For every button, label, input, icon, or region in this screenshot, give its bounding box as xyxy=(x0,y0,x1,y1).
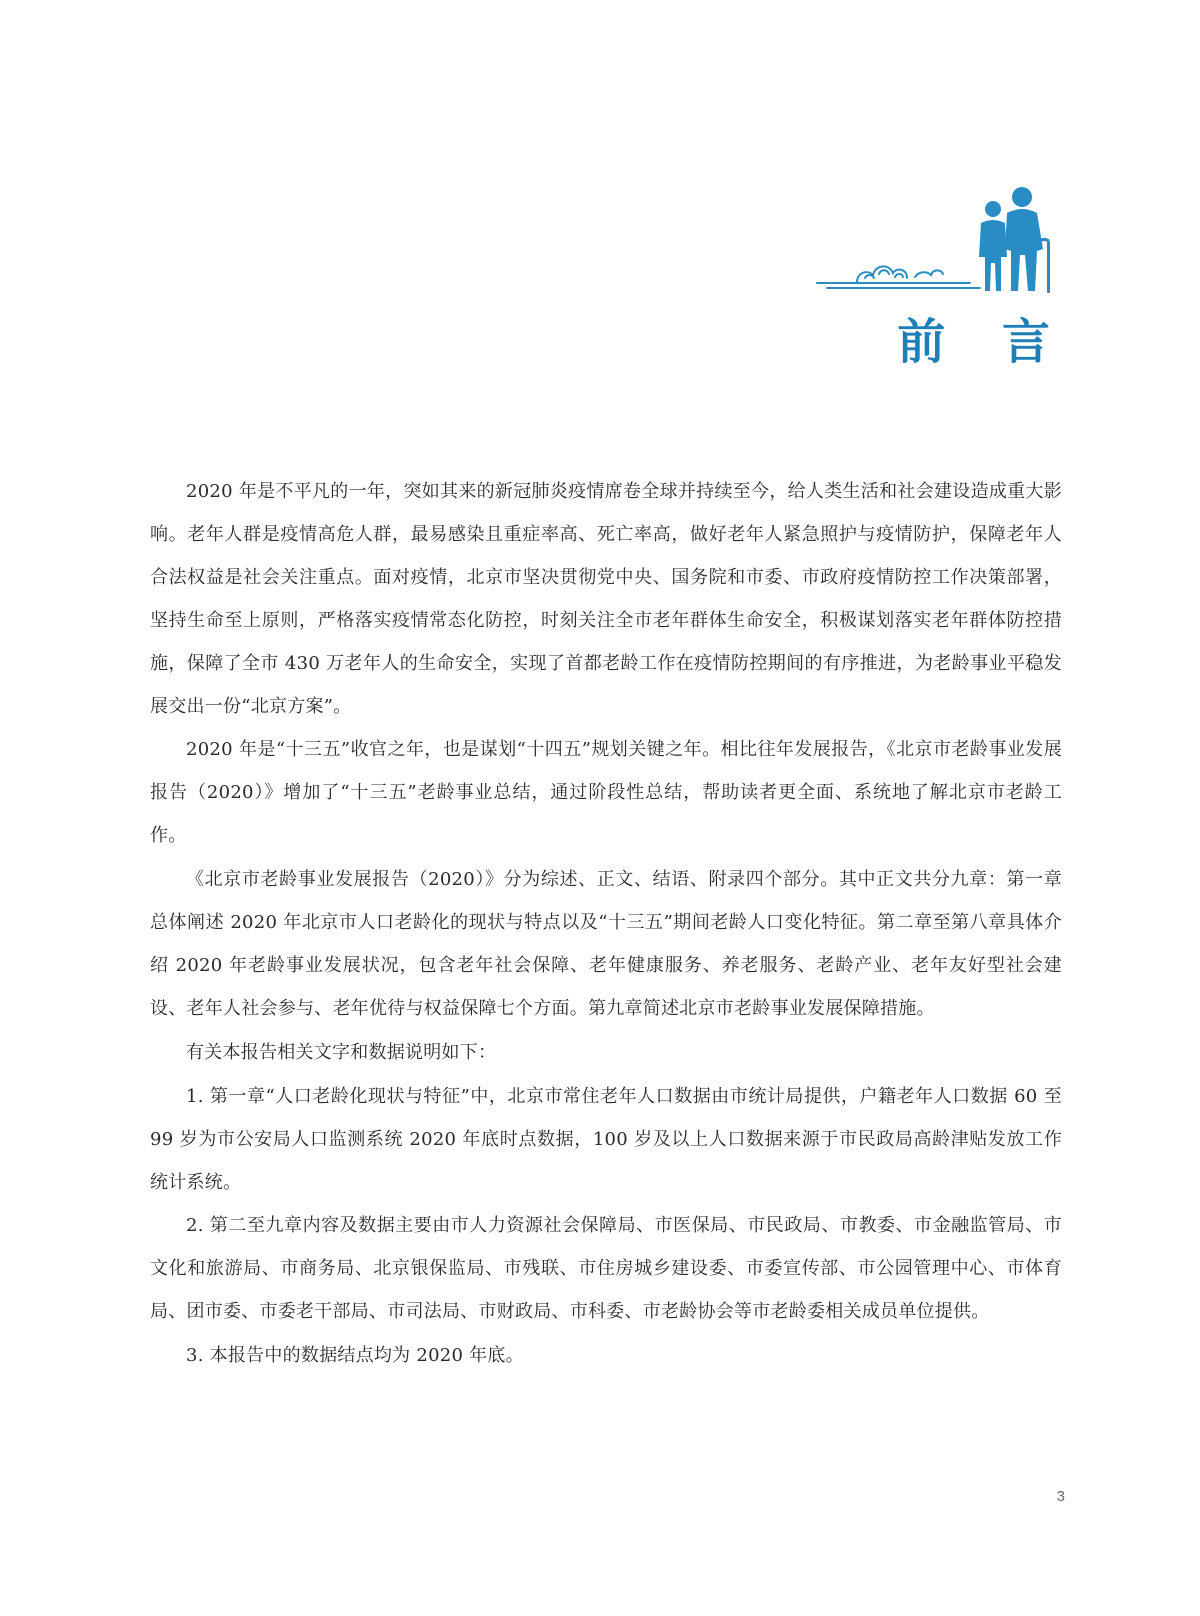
paragraph-data-note-2: 2. 第二至九章内容及数据主要由市人力资源社会保障局、市医保局、市民政局、市教委、市金融监管局、市文化和旅游局、市商务局、北京银保监局、市残联、市住房城乡建设委、市委宣传部、市公园管理中心、市体育局、团市委、市委老干部局、市司法局、市财政局、市科委、市老龄协会等市老龄委相关成员单位提供。 xyxy=(150,1215,1062,1323)
paragraph-data-note-1: 1. 第一章“人口老龄化现状与特征”中，北京市常住老年人口数据由市统计局提供，户籍老年人口数据 60 至 99 岁为市公安局人口监测系统 2020 年底时点数据，100 岁及以上人口数据来源于市民政局高龄津贴发放工作统计系统。 xyxy=(150,1085,1062,1193)
paragraph-report-scope: 2020 年是“十三五”收官之年，也是谋划“十四五”规划关键之年。相比往年发展报告，《北京市老龄事业发展报告（2020）》增加了“十三五”老龄事业总结，通过阶段性总结，帮助读者更全面、系统地了解北京市老龄工作。 xyxy=(150,739,1062,847)
paragraph-data-note-heading: 有关本报告相关文字和数据说明如下： xyxy=(186,1041,497,1063)
paragraph-report-structure: 《北京市老龄事业发展报告（2020）》分为综述、正文、结语、附录四个部分。其中正文共分九章：第一章总体阐述 2020 年北京市人口老龄化的现状与特点以及“十三五”期间老龄人口变化特征。第二章至第八章具体介绍 2020 年老龄事业发展状况，包含老年社会保障、老年健康服务、养老服务、老龄产业、老年友好型社会建设、老年人社会参与、老年优待与权益保障七个方面。第九章简述北京市老龄事业发展保障措施。 xyxy=(150,869,1062,1019)
page-number: 3 xyxy=(1056,1488,1065,1505)
paragraph-intro: 2020 年是不平凡的一年，突如其来的新冠肺炎疫情席卷全球并持续至今，给人类生活和社会建设造成重大影响。老年人群是疫情高危人群，最易感染且重症率高、死亡率高，做好老年人紧急照护与疫情防护，保障老年人合法权益是社会关注重点。面对疫情，北京市坚决贯彻党中央、国务院和市委、市政府疫情防控工作决策部署，坚持生命至上原则，严格落实疫情常态化防控，时刻关注全市老年群体生命安全，积极谋划落实老年群体防控措施，保障了全市 430 万老年人的生命安全，实现了首都老龄工作在疫情防控期间的有序推进，为老龄事业平稳发展交出一份“北京方案”。 xyxy=(150,481,1062,717)
preface-body xyxy=(150,471,1062,1379)
elderly-couple-icon xyxy=(815,185,1065,310)
page-title: 前 言 xyxy=(897,314,1070,370)
paragraph-data-note-3: 3. 本报告中的数据结点均为 2020 年底。 xyxy=(186,1345,524,1367)
